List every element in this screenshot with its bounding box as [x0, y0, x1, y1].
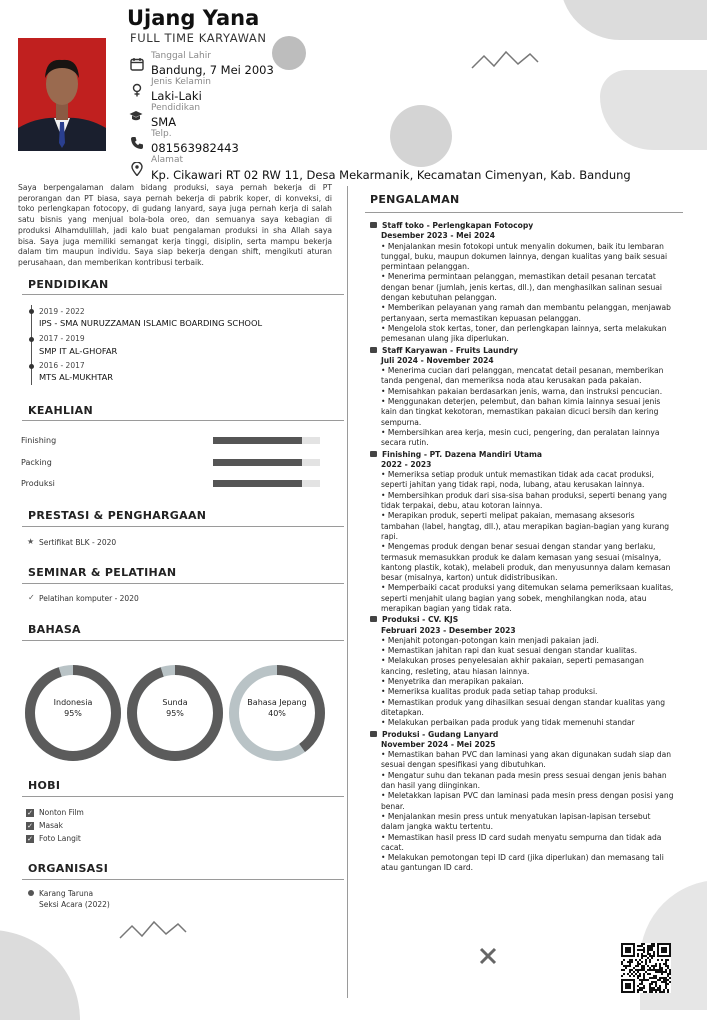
phone-label: Telp. [151, 129, 172, 139]
job-title: Finishing - PT. Dazena Mandiri Utama [370, 450, 675, 460]
language-name: Sunda [162, 698, 188, 707]
job-title: Produksi - Gudang Lanyard [370, 730, 675, 740]
section-divider [365, 212, 683, 213]
job-date: Juli 2024 - November 2024 [381, 355, 494, 365]
skill-label: Finishing [21, 436, 57, 445]
education-school: IPS - SMA NURUZZAMAN ISLAMIC BOARDING SCHOOL [39, 318, 263, 328]
job-duty: • Memastikan jahitan rapi dan kuat sesuai dengan standar kualitas. [381, 646, 637, 656]
section-divider [22, 879, 344, 880]
job-duty: • Melakukan perbaikan pada produk yang tidak memenuhi standar [381, 718, 635, 728]
job-duty: • Memastikan bahan PVC dan laminasi yang akan digunakan sudah siap dan sesuai dengan spesifikasi yang dibutuhkan. [381, 750, 672, 770]
experience-item [370, 615, 675, 728]
language-percent: 40% [268, 709, 286, 718]
gender-label: Jenis Kelamin [151, 77, 211, 87]
hobby-item: Nonton Film [39, 808, 84, 817]
job-duty: • Meletakkan lapisan PVC dan laminasi pada mesin press dengan posisi yang benar. [381, 791, 674, 811]
calendar-icon [130, 57, 144, 71]
checkbox-icon: ✓ [27, 822, 33, 830]
address-value: Kp. Cikawari RT 02 RW 11, Desa Mekarmanik, Kecamatan Cimenyan, Kab. Bandung [151, 168, 631, 182]
briefcase-icon [370, 616, 377, 622]
phone-value: 081563982443 [151, 141, 239, 155]
job-duty: • Membersihkan area kerja, mesin cuci, pengering, dan peralatan lainnya secara rutin. [381, 427, 660, 448]
language-label [227, 697, 327, 719]
briefcase-icon [370, 451, 377, 457]
job-duty: • Memberikan pelayanan yang ramah dan membantu pelanggan, menjawab pertanyaan, serta memastikan kepuasan pelanggan. [381, 303, 671, 323]
section-divider [22, 526, 344, 527]
job-duty: • Menyetrika dan merapikan pakaian. [381, 677, 524, 687]
profile-photo [18, 38, 106, 151]
section-divider [22, 640, 344, 641]
decorative-circle-top [272, 36, 306, 70]
job-duty: • Menjalankan mesin press untuk menyatukan lapisan-lapisan tersebut dalam jangka waktu tertentu. [381, 811, 651, 832]
job-duty: • Menerima cucian dari pelanggan, mencatat detail pesanan, memberikan tanda pengenal, dan memeriksa noda atau kerusakan pada pakaian. [381, 366, 664, 386]
timeline-line [31, 305, 32, 385]
job-title: Produksi - CV. KJS [370, 615, 675, 625]
section-divider [22, 583, 344, 584]
education-school: MTS AL-MUKHTAR [39, 372, 114, 382]
job-duty: • Menerima permintaan pelanggan, memastikan detail pesanan tercatat dengan benar (jumlah, jenis kertas, dll.), dan menghasilkan salinan sesuai dengan kebutuhan pelanggan. [381, 272, 662, 303]
section-title-skills: KEAHLIAN [28, 404, 93, 417]
decorative-zigzag-top [470, 48, 540, 72]
birth-date-value: Bandung, 7 Mei 2003 [151, 63, 274, 77]
education-label: Pendidikan [151, 103, 201, 113]
skill-bar-fill [213, 459, 302, 466]
timeline-dot [29, 309, 34, 314]
experience-list [370, 221, 675, 875]
job-duty: • Memeriksa setiap produk untuk memastikan tidak ada cacat produksi, seperti jahitan yang tidak rapi, noda, lubang, atau kerusakan lainnya. [381, 470, 655, 490]
experience-item [370, 221, 675, 345]
birth-date-label: Tanggal Lahir [151, 51, 211, 61]
section-title-organization: ORGANISASI [28, 862, 109, 875]
language-name: Indonesia [53, 698, 93, 707]
decorative-circle-mid [390, 105, 452, 167]
experience-item [370, 450, 675, 615]
checkbox-icon: ✓ [27, 809, 33, 817]
job-duty: • Mengatur suhu dan tekanan pada mesin press sesuai dengan jenis bahan dan hasil yang diinginkan. [381, 770, 667, 791]
person-name: Ujang Yana [127, 6, 260, 30]
job-duty: • Menggunakan deterjen, pelembut, dan bahan kimia lainnya sesuai jenis kain dan tingkat kekotoran, memastikan pakaian dicuci bersih dan kering sempurna. [381, 397, 661, 427]
star-icon: ★ [27, 537, 35, 546]
job-title: Staff toko - Perlengkapan Fotocopy [370, 221, 675, 231]
job-duty: • Memastikan hasil press ID card sudah menyatu sempurna dan tidak ada cacat. [381, 832, 662, 852]
job-duty: • Mengemas produk dengan benar sesuai dengan standar yang berlaku, termasuk memasukkan produk ke dalam kemasan yang sesuai (misalnya, kantong plastik, kotak), melabeli produk, dan menyusunnya dalam kemasan besar (misalnya, karton) untuk didistribusikan. [381, 542, 671, 583]
language-label [23, 697, 123, 719]
timeline-dot [29, 337, 34, 342]
language-percent: 95% [166, 709, 184, 718]
skill-bar [213, 437, 320, 444]
phone-icon [130, 136, 144, 150]
job-duty: • Memeriksa kualitas produk pada setiap tahap produksi. [381, 687, 598, 697]
section-divider [22, 420, 344, 421]
experience-item [370, 346, 675, 449]
skill-bar-fill [213, 437, 302, 444]
job-date: Februari 2023 - Desember 2023 [381, 625, 516, 635]
section-title-experience: PENGALAMAN [370, 193, 460, 206]
job-duty: • Mengelola stok kertas, toner, dan perlengkapan lainnya, serta melakukan pemesanan ulang jika diperlukan. [381, 323, 667, 344]
profile-summary: Saya berpengalaman dalam bidang produksi, saya pernah bekerja di PT perorangan dan PT biasa, saya pernah bekerja di pabrik koper, di konveksi, di toko perlengkapan fotocopy, di gudang lanyard, saya juga pernah kerja di salah satu bisnis yang menjual bola-bola oreo, dan semuanya saya kebagian di produksi Alhamdulillah, jadi kalo buat pengalaman produksi in sha Allah saya bisa. Saya juga memiliki semangat kerja tinggi, disiplin, serta mampu bekerja dalam tim maupun individu. Saya siap bekerja dengan shift, mengikuti aturan perusahaan, dan memberikan kontribusi terbaik. [18, 183, 332, 267]
achievement-item: Sertifikat BLK - 2020 [39, 538, 117, 547]
briefcase-icon [370, 222, 377, 228]
hobby-item: Foto Langit [39, 834, 81, 843]
skill-bar [213, 480, 320, 487]
experience-item [370, 730, 675, 874]
job-duty: • Membersihkan produk dari sisa-sisa bahan produksi, seperti benang yang tidak terpakai, debu, atau kotoran lainnya. [381, 490, 667, 511]
education-years: 2016 - 2017 [39, 361, 85, 370]
decorative-blob-bottom-left [0, 930, 80, 1020]
location-icon [130, 162, 144, 176]
section-title-achievements: PRESTASI & PENGHARGAAN [28, 509, 207, 522]
job-date: 2022 - 2023 [381, 459, 432, 469]
decorative-blob-right [600, 70, 707, 150]
job-duty: • Menjalankan mesin fotokopi untuk menyalin dokumen, baik itu lembaran tunggal, buku, maupun dokumen lainnya, dengan kualitas yang baik sesuai permintaan pelanggan. [381, 241, 668, 272]
check-icon: ✓ [28, 593, 35, 602]
hobby-item: Masak [39, 821, 63, 830]
section-title-languages: BAHASA [28, 623, 81, 636]
job-role: FULL TIME KARYAWAN [130, 31, 267, 45]
job-duty: • Memperbaiki cacat produksi yang ditemukan selama pemeriksaan kualitas, seperti menjahit ulang bagian yang sobek, menghilangkan noda, atau merapikan bagian yang tidak rata. [381, 583, 674, 613]
org-icon [28, 890, 34, 896]
language-name: Bahasa Jepang [247, 698, 307, 707]
section-title-hobbies: HOBI [28, 779, 61, 792]
section-title-education: PENDIDIKAN [28, 278, 109, 291]
section-divider [22, 294, 344, 295]
skill-label: Packing [21, 458, 52, 467]
briefcase-icon [370, 731, 377, 737]
job-title: Staff Karyawan - Fruits Laundry [370, 346, 675, 356]
skill-label: Produksi [21, 479, 55, 488]
timeline-dot [29, 364, 34, 369]
seminar-item: Pelatihan komputer - 2020 [39, 594, 139, 603]
education-school: SMP IT AL-GHOFAR [39, 346, 118, 356]
qr-code[interactable] [621, 943, 671, 993]
checkbox-icon: ✓ [27, 835, 33, 843]
job-duty: • Melakukan pemotongan tepi ID card (jika diperlukan) dan memasang tali atau gantungan ID card. [381, 853, 664, 873]
education-years: 2017 - 2019 [39, 334, 85, 343]
decorative-cross [478, 946, 498, 966]
language-label [125, 697, 225, 719]
skill-bar [213, 459, 320, 466]
skill-bar-fill [213, 480, 302, 487]
section-title-seminars: SEMINAR & PELATIHAN [28, 566, 177, 579]
job-duty: • Memastikan produk yang dihasilkan sesuai dengan standar kualitas yang ditetapkan. [381, 697, 665, 717]
gender-icon [130, 83, 144, 97]
graduation-cap-icon [129, 109, 143, 123]
language-percent: 95% [64, 709, 82, 718]
briefcase-icon [370, 347, 377, 353]
job-date: November 2024 - Mei 2025 [381, 739, 496, 749]
column-divider [347, 186, 348, 998]
decorative-zigzag-bottom [118, 918, 188, 942]
education-value: SMA [151, 115, 177, 129]
address-label: Alamat [151, 155, 183, 165]
gender-value: Laki-Laki [151, 89, 202, 103]
organization-role: Seksi Acara (2022) [39, 900, 110, 909]
job-date: Desember 2023 - Mei 2024 [381, 231, 495, 241]
section-divider [22, 796, 344, 797]
decorative-blob-top-right [560, 0, 707, 40]
education-years: 2019 - 2022 [39, 307, 85, 316]
job-duty: • Menjahit potongan-potongan kain menjadi pakaian jadi. [381, 635, 599, 645]
job-duty: • Melakukan proses penyelesaian akhir pakaian, seperti pemasangan kancing, resleting, atau hiasan lainnya. [381, 656, 644, 676]
organization-name: Karang Taruna [39, 889, 94, 898]
job-duty: • Merapikan produk, seperti melipat pakaian, memasang aksesoris tambahan (label, hangtag, dll.), atau merapikan bagian-bagian yang kurang rapi. [381, 511, 670, 541]
job-duty: • Memisahkan pakaian berdasarkan jenis, warna, dan instruksi pencucian. [381, 386, 663, 396]
